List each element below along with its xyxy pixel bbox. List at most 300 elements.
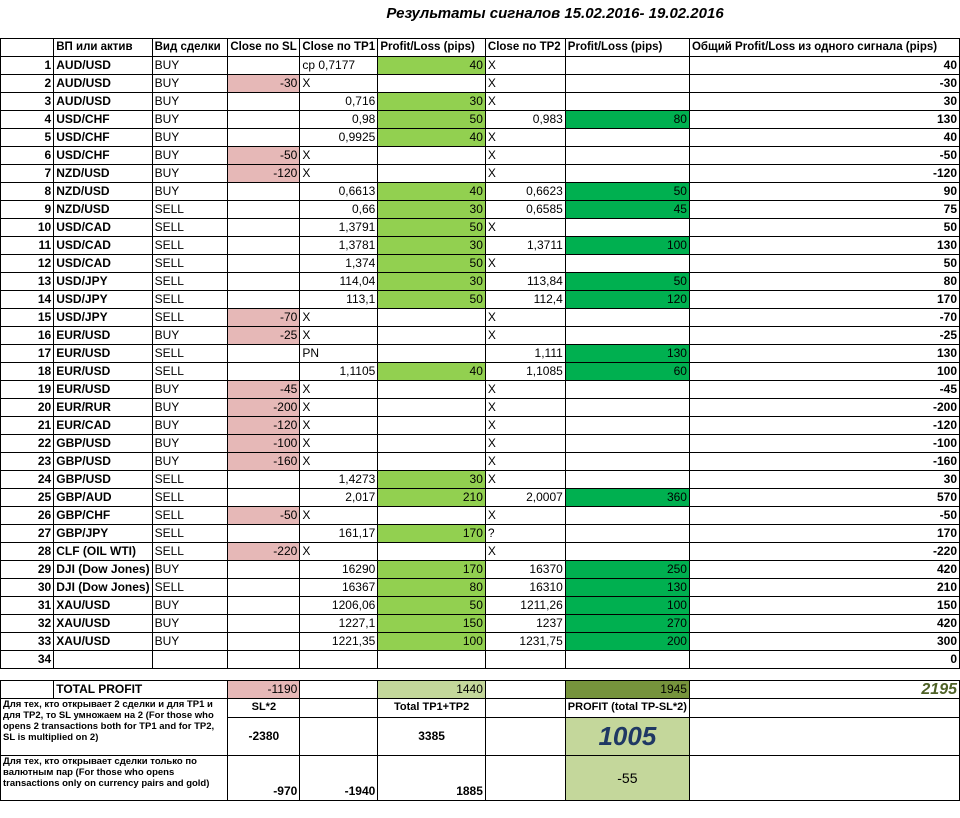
row-number: 22: [1, 435, 54, 453]
row-number: 20: [1, 399, 54, 417]
row-number: 3: [1, 93, 54, 111]
trade-type-cell: SELL: [152, 579, 228, 597]
row-number: 12: [1, 255, 54, 273]
total-pl-cell: -25: [689, 327, 959, 345]
pl-tp1-cell: 40: [378, 183, 486, 201]
report-title-text: Результаты сигналов 15.02.2016- 19.02.2016: [386, 5, 724, 22]
row-number: 15: [1, 309, 54, 327]
close-tp2-cell: X: [485, 75, 565, 93]
fx-sl-x2: -1940: [300, 756, 378, 801]
pl-tp2-cell: 360: [565, 489, 689, 507]
close-sl-cell: [228, 345, 300, 363]
total-pl-cell: 30: [689, 93, 959, 111]
total-pl-cell: 130: [689, 111, 959, 129]
row-number: 14: [1, 291, 54, 309]
table-row: [1, 471, 960, 489]
pl-tp1-cell: [378, 507, 486, 525]
pl-tp2-cell: [565, 75, 689, 93]
close-tp2-cell: X: [485, 219, 565, 237]
pl-tp2-cell: [565, 327, 689, 345]
pl-tp2-cell: [565, 543, 689, 561]
pl-tp2-cell: 50: [565, 273, 689, 291]
asset-cell: USD/CHF: [54, 147, 152, 165]
trade-type-cell: SELL: [152, 255, 228, 273]
close-tp1-cell: X: [300, 543, 378, 561]
row-number: 21: [1, 417, 54, 435]
pl-tp2-cell: [565, 471, 689, 489]
asset-cell: XAU/USD: [54, 615, 152, 633]
close-sl-cell: -50: [228, 507, 300, 525]
row-number: 1: [1, 57, 54, 75]
trade-type-cell: SELL: [152, 543, 228, 561]
asset-cell: EUR/USD: [54, 327, 152, 345]
trade-type-cell: BUY: [152, 597, 228, 615]
total-pl-cell: 50: [689, 255, 959, 273]
close-tp1-cell: X: [300, 147, 378, 165]
trade-type-cell: SELL: [152, 471, 228, 489]
close-sl-cell: [228, 219, 300, 237]
fx-profit: -55: [565, 756, 689, 801]
close-tp2-cell: X: [485, 147, 565, 165]
pl-tp1-cell: [378, 345, 486, 363]
pl-tp1-cell: [378, 381, 486, 399]
close-tp2-cell: X: [485, 417, 565, 435]
trade-type-cell: SELL: [152, 363, 228, 381]
trade-type-cell: BUY: [152, 75, 228, 93]
total-pl-cell: 420: [689, 615, 959, 633]
total-pl-cell: 170: [689, 291, 959, 309]
row-number: 25: [1, 489, 54, 507]
header-cell: Close по TP1: [300, 39, 378, 57]
row-number: 4: [1, 111, 54, 129]
pl-tp2-cell: [565, 309, 689, 327]
row-number: 17: [1, 345, 54, 363]
total-pl-cell: 130: [689, 237, 959, 255]
close-sl-cell: [228, 201, 300, 219]
table-row: [1, 651, 960, 669]
row-number: 10: [1, 219, 54, 237]
pl-tp2-cell: [565, 165, 689, 183]
pl-tp2-cell: [565, 381, 689, 399]
pl-tp1-cell: 150: [378, 615, 486, 633]
sl-total: -1190: [228, 681, 300, 699]
trade-type-cell: SELL: [152, 309, 228, 327]
trade-type-cell: [152, 651, 228, 669]
total-pl-cell: 420: [689, 561, 959, 579]
close-tp2-cell: X: [485, 327, 565, 345]
close-tp1-cell: 0,98: [300, 111, 378, 129]
close-sl-cell: [228, 651, 300, 669]
close-tp1-cell: 2,017: [300, 489, 378, 507]
table-row: [1, 381, 960, 399]
close-sl-cell: -45: [228, 381, 300, 399]
close-tp2-cell: X: [485, 471, 565, 489]
pl-tp2-cell: 120: [565, 291, 689, 309]
asset-cell: NZD/USD: [54, 201, 152, 219]
trade-type-cell: SELL: [152, 273, 228, 291]
asset-cell: [54, 651, 152, 669]
pl-tp2-cell: [565, 255, 689, 273]
pl-tp1-cell: [378, 399, 486, 417]
fx-sl: -970: [228, 756, 300, 801]
pl-tp1-cell: [378, 75, 486, 93]
table-row: [1, 255, 960, 273]
tp-sum-label: Total TP1+TP2: [378, 699, 486, 718]
pl-tp2-cell: [565, 129, 689, 147]
close-tp2-cell: X: [485, 129, 565, 147]
pl-tp2-cell: [565, 219, 689, 237]
pl-tp2-cell: [565, 507, 689, 525]
pl-tp2-cell: 45: [565, 201, 689, 219]
table-row: [1, 597, 960, 615]
pl-tp2-cell: [565, 399, 689, 417]
close-tp1-cell: 0,716: [300, 93, 378, 111]
close-sl-cell: -100: [228, 435, 300, 453]
trade-type-cell: BUY: [152, 435, 228, 453]
close-tp2-cell: X: [485, 453, 565, 471]
total-pl-cell: 170: [689, 525, 959, 543]
table-row: [1, 327, 960, 345]
asset-cell: NZD/USD: [54, 165, 152, 183]
asset-cell: GBP/CHF: [54, 507, 152, 525]
header-cell: ВП или актив: [54, 39, 152, 57]
profit-value: 1005: [565, 717, 689, 755]
close-sl-cell: [228, 93, 300, 111]
profit-label: PROFIT (total TP-SL*2): [565, 699, 689, 718]
close-tp1-cell: X: [300, 399, 378, 417]
pl-tp1-cell: 40: [378, 363, 486, 381]
total-pl-cell: 30: [689, 471, 959, 489]
table-row: [1, 273, 960, 291]
trade-type-cell: SELL: [152, 201, 228, 219]
asset-cell: USD/JPY: [54, 309, 152, 327]
asset-cell: EUR/CAD: [54, 417, 152, 435]
trade-type-cell: BUY: [152, 561, 228, 579]
close-sl-cell: [228, 597, 300, 615]
close-tp1-cell: 1,4273: [300, 471, 378, 489]
total-pl-cell: -45: [689, 381, 959, 399]
row-number: 24: [1, 471, 54, 489]
close-tp2-cell: 112,4: [485, 291, 565, 309]
total-pl-cell: 210: [689, 579, 959, 597]
close-tp1-cell: X: [300, 381, 378, 399]
close-tp2-cell: 0,6623: [485, 183, 565, 201]
pl-tp2-cell: 100: [565, 237, 689, 255]
close-tp1-cell: X: [300, 417, 378, 435]
close-tp1-cell: 1,1105: [300, 363, 378, 381]
close-sl-cell: -160: [228, 453, 300, 471]
asset-cell: USD/CAD: [54, 255, 152, 273]
header-row: [1, 39, 960, 57]
pl-tp1-cell: 100: [378, 633, 486, 651]
total-pl-cell: 75: [689, 201, 959, 219]
row-number: 11: [1, 237, 54, 255]
asset-cell: XAU/USD: [54, 597, 152, 615]
trade-type-cell: BUY: [152, 615, 228, 633]
total-pl-cell: 130: [689, 345, 959, 363]
total-pl-cell: 40: [689, 129, 959, 147]
close-sl-cell: [228, 111, 300, 129]
pl-tp1-cell: [378, 309, 486, 327]
row-number: 16: [1, 327, 54, 345]
table-row: [1, 489, 960, 507]
pl-tp2-cell: [565, 525, 689, 543]
pl-tp1-cell: 50: [378, 597, 486, 615]
asset-cell: AUD/USD: [54, 75, 152, 93]
close-sl-cell: -70: [228, 309, 300, 327]
close-tp2-cell: 1,111: [485, 345, 565, 363]
pl-tp1-cell: [378, 147, 486, 165]
row-number: 27: [1, 525, 54, 543]
close-tp1-cell: 113,1: [300, 291, 378, 309]
close-tp2-cell: 113,84: [485, 273, 565, 291]
total-pl-cell: 100: [689, 363, 959, 381]
asset-cell: GBP/USD: [54, 453, 152, 471]
close-sl-cell: [228, 273, 300, 291]
table-row: [1, 633, 960, 651]
close-tp1-cell: 1,374: [300, 255, 378, 273]
close-sl-cell: -200: [228, 399, 300, 417]
total-pl-cell: -50: [689, 507, 959, 525]
sl-x2-label: SL*2: [228, 699, 300, 718]
row-number: 23: [1, 453, 54, 471]
close-sl-cell: -120: [228, 165, 300, 183]
close-tp1-cell: X: [300, 453, 378, 471]
close-sl-cell: [228, 525, 300, 543]
total-pl-cell: 80: [689, 273, 959, 291]
note-fx-only: Для тех, кто открывает сделки только по валютным пар (For those who opens transactions only on currency pairs and gold): [1, 756, 228, 801]
trade-type-cell: SELL: [152, 291, 228, 309]
close-tp1-cell: 0,9925: [300, 129, 378, 147]
note-two-positions: Для тех, кто открывает 2 сделки и для TP1 и для TP2, то SL умножаем на 2 (For those who opens 2 transactions both for TP1 and for TP2, SL is multiplied on 2): [1, 699, 228, 756]
header-cell: Profit/Loss (pips): [565, 39, 689, 57]
row-number: 29: [1, 561, 54, 579]
fx-tp: 1885: [378, 756, 486, 801]
asset-cell: USD/CAD: [54, 237, 152, 255]
close-sl-cell: [228, 129, 300, 147]
asset-cell: CLF (OIL WTI): [54, 543, 152, 561]
close-tp1-cell: X: [300, 435, 378, 453]
row-number: 2: [1, 75, 54, 93]
close-tp2-cell: X: [485, 57, 565, 75]
asset-cell: EUR/RUR: [54, 399, 152, 417]
close-sl-cell: [228, 633, 300, 651]
close-tp2-cell: 0,6585: [485, 201, 565, 219]
table-row: [1, 111, 960, 129]
asset-cell: USD/JPY: [54, 273, 152, 291]
table-row: [1, 57, 960, 75]
pl-tp1-cell: 40: [378, 129, 486, 147]
asset-cell: DJI (Dow Jones): [54, 561, 152, 579]
table-row: [1, 453, 960, 471]
pl-tp1-cell: 50: [378, 255, 486, 273]
close-tp2-cell: X: [485, 381, 565, 399]
close-tp2-cell: 16370: [485, 561, 565, 579]
close-tp2-cell: 1,1085: [485, 363, 565, 381]
trade-type-cell: BUY: [152, 633, 228, 651]
row-number: 19: [1, 381, 54, 399]
total-pl-cell: 300: [689, 633, 959, 651]
total-pl-cell: -70: [689, 309, 959, 327]
trade-type-cell: BUY: [152, 327, 228, 345]
close-sl-cell: -120: [228, 417, 300, 435]
pl-tp1-cell: [378, 417, 486, 435]
row-number: 6: [1, 147, 54, 165]
close-sl-cell: [228, 237, 300, 255]
row-number: 5: [1, 129, 54, 147]
table-row: [1, 525, 960, 543]
close-sl-cell: [228, 183, 300, 201]
close-tp1-cell: PN: [300, 345, 378, 363]
pl-tp1-cell: [378, 327, 486, 345]
close-tp1-cell: 16290: [300, 561, 378, 579]
close-sl-cell: [228, 489, 300, 507]
close-sl-cell: [228, 57, 300, 75]
trade-type-cell: BUY: [152, 129, 228, 147]
asset-cell: DJI (Dow Jones): [54, 579, 152, 597]
pl-tp2-cell: [565, 453, 689, 471]
total-pl-cell: -100: [689, 435, 959, 453]
asset-cell: GBP/USD: [54, 471, 152, 489]
pl-tp1-cell: [378, 543, 486, 561]
trade-type-cell: BUY: [152, 165, 228, 183]
close-tp2-cell: 2,0007: [485, 489, 565, 507]
close-tp1-cell: ср 0,7177: [300, 57, 378, 75]
trade-type-cell: BUY: [152, 111, 228, 129]
close-tp1-cell: X: [300, 75, 378, 93]
close-tp2-cell: X: [485, 543, 565, 561]
fx-only-row: [1, 756, 960, 801]
close-sl-cell: [228, 561, 300, 579]
pl-tp2-cell: 50: [565, 183, 689, 201]
row-number: 28: [1, 543, 54, 561]
close-tp2-cell: X: [485, 435, 565, 453]
close-sl-cell: -25: [228, 327, 300, 345]
table-row: [1, 615, 960, 633]
row-number: 7: [1, 165, 54, 183]
pl-tp1-cell: 50: [378, 111, 486, 129]
total-pl-cell: 50: [689, 219, 959, 237]
table-row: [1, 93, 960, 111]
asset-cell: USD/CHF: [54, 129, 152, 147]
close-tp1-cell: 1,3781: [300, 237, 378, 255]
asset-cell: GBP/USD: [54, 435, 152, 453]
close-sl-cell: [228, 579, 300, 597]
close-tp2-cell: 1,3711: [485, 237, 565, 255]
total-pl-cell: 90: [689, 183, 959, 201]
sl-x2-value: -2380: [228, 717, 300, 755]
close-tp2-cell: 1237: [485, 615, 565, 633]
close-tp2-cell: X: [485, 255, 565, 273]
table-row: [1, 363, 960, 381]
pl-tp1-cell: 40: [378, 57, 486, 75]
close-tp2-cell: X: [485, 165, 565, 183]
pl-tp1-cell: 30: [378, 237, 486, 255]
double-entry-row: [1, 699, 960, 718]
row-number: 8: [1, 183, 54, 201]
trade-type-cell: SELL: [152, 219, 228, 237]
tp-sum-value: 3385: [378, 717, 486, 755]
table-row: [1, 129, 960, 147]
table-row: [1, 507, 960, 525]
table-row: [1, 183, 960, 201]
total-profit-label: TOTAL PROFIT: [54, 681, 228, 699]
tp1-total: 1440: [378, 681, 486, 699]
header-cell: Close по SL: [228, 39, 300, 57]
pl-tp2-cell: 130: [565, 345, 689, 363]
total-pl-cell: 0: [689, 651, 959, 669]
row-number: 34: [1, 651, 54, 669]
pl-tp1-cell: 170: [378, 561, 486, 579]
trade-type-cell: SELL: [152, 345, 228, 363]
trade-type-cell: SELL: [152, 507, 228, 525]
close-tp1-cell: X: [300, 309, 378, 327]
close-tp1-cell: X: [300, 165, 378, 183]
close-tp1-cell: X: [300, 507, 378, 525]
table-row: [1, 237, 960, 255]
pl-tp1-cell: [378, 453, 486, 471]
total-pl-cell: -220: [689, 543, 959, 561]
asset-cell: GBP/JPY: [54, 525, 152, 543]
pl-tp1-cell: 210: [378, 489, 486, 507]
close-tp1-cell: 0,66: [300, 201, 378, 219]
asset-cell: GBP/AUD: [54, 489, 152, 507]
row-number: 33: [1, 633, 54, 651]
asset-cell: EUR/USD: [54, 345, 152, 363]
pl-tp2-cell: [565, 57, 689, 75]
close-tp2-cell: 1211,26: [485, 597, 565, 615]
close-tp1-cell: X: [300, 327, 378, 345]
asset-cell: EUR/USD: [54, 381, 152, 399]
header-cell: [1, 39, 54, 57]
table-row: [1, 309, 960, 327]
pl-tp2-cell: 100: [565, 597, 689, 615]
close-tp2-cell: X: [485, 309, 565, 327]
close-tp2-cell: 16310: [485, 579, 565, 597]
table-row: [1, 201, 960, 219]
trade-type-cell: BUY: [152, 399, 228, 417]
trade-type-cell: BUY: [152, 183, 228, 201]
trade-type-cell: BUY: [152, 57, 228, 75]
close-tp1-cell: 1221,35: [300, 633, 378, 651]
close-sl-cell: [228, 291, 300, 309]
close-tp1-cell: 114,04: [300, 273, 378, 291]
pl-tp1-cell: 80: [378, 579, 486, 597]
pl-tp1-cell: 50: [378, 219, 486, 237]
close-tp1-cell: [300, 651, 378, 669]
total-pl-cell: -160: [689, 453, 959, 471]
report-title: [0, 0, 960, 30]
pl-tp2-cell: [565, 93, 689, 111]
table-row: [1, 579, 960, 597]
close-tp1-cell: 161,17: [300, 525, 378, 543]
close-sl-cell: [228, 255, 300, 273]
row-number: 13: [1, 273, 54, 291]
pl-tp1-cell: 30: [378, 273, 486, 291]
pl-tp1-cell: 30: [378, 93, 486, 111]
close-tp1-cell: 1227,1: [300, 615, 378, 633]
row-number: 30: [1, 579, 54, 597]
close-sl-cell: -220: [228, 543, 300, 561]
close-sl-cell: -30: [228, 75, 300, 93]
table-row: [1, 75, 960, 93]
row-number: 9: [1, 201, 54, 219]
pl-tp1-cell: [378, 165, 486, 183]
pl-tp2-cell: [565, 651, 689, 669]
table-row: [1, 291, 960, 309]
pl-tp1-cell: [378, 435, 486, 453]
trade-type-cell: BUY: [152, 453, 228, 471]
